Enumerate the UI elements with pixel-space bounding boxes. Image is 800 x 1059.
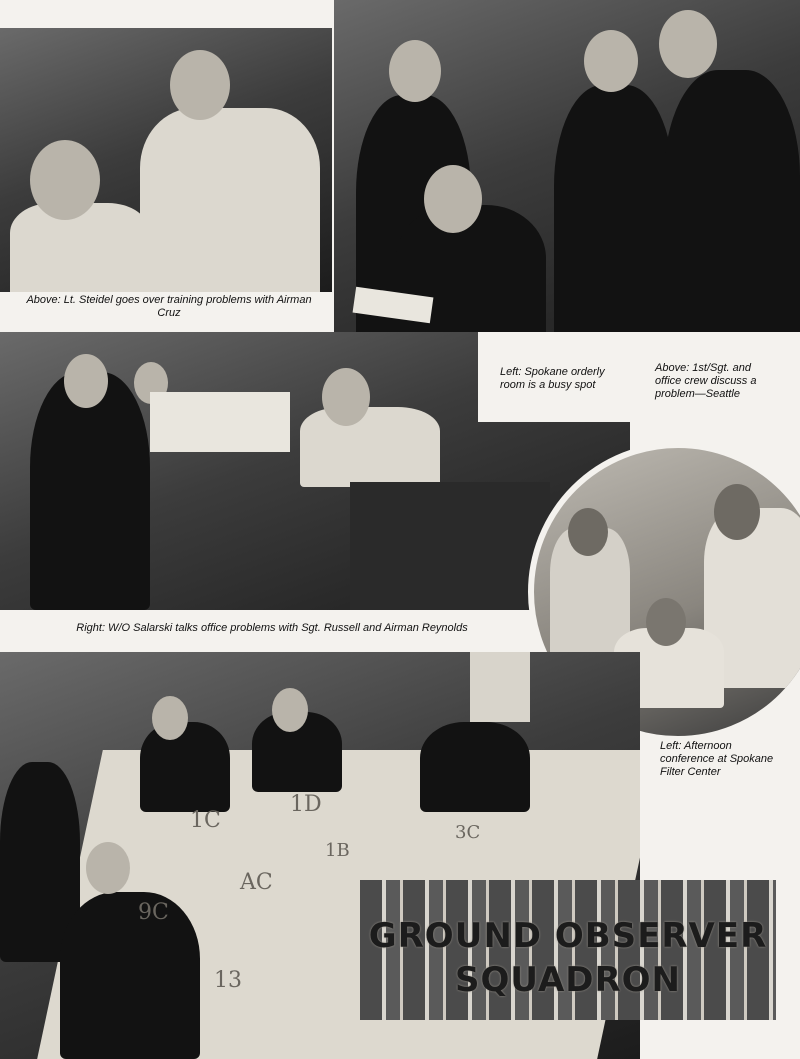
map-label: 3C xyxy=(455,822,481,843)
caption-afternoon: Left: Afternoon conference at Spokane Filter Center xyxy=(660,740,774,778)
title-banner xyxy=(360,880,776,1020)
caption-spokane-orderly: Left: Spokane orderly room is a busy spot xyxy=(500,366,605,391)
caption-seattle-crew: Above: 1st/Sgt. and office crew discuss a problem—Seattle xyxy=(655,362,757,400)
map-label: 1B xyxy=(325,840,350,861)
caption-training: Above: Lt. Steidel goes over training problems with Airman Cruz xyxy=(26,294,312,319)
title-line-2: SQUADRON xyxy=(454,960,682,1000)
map-label: 13 xyxy=(214,968,242,993)
map-label: 9C xyxy=(138,900,169,925)
photo-training-problems xyxy=(0,28,332,292)
photo-seattle-office-crew xyxy=(334,0,800,338)
map-label: 1C xyxy=(190,808,221,833)
title-line-1: GROUND OBSERVER xyxy=(368,916,768,956)
map-label: 1D xyxy=(290,792,322,817)
caption-salarski: Right: W/O Salarski talks office problems with Sgt. Russell and Airman Reynolds xyxy=(76,622,468,634)
map-label: AC xyxy=(240,870,273,895)
